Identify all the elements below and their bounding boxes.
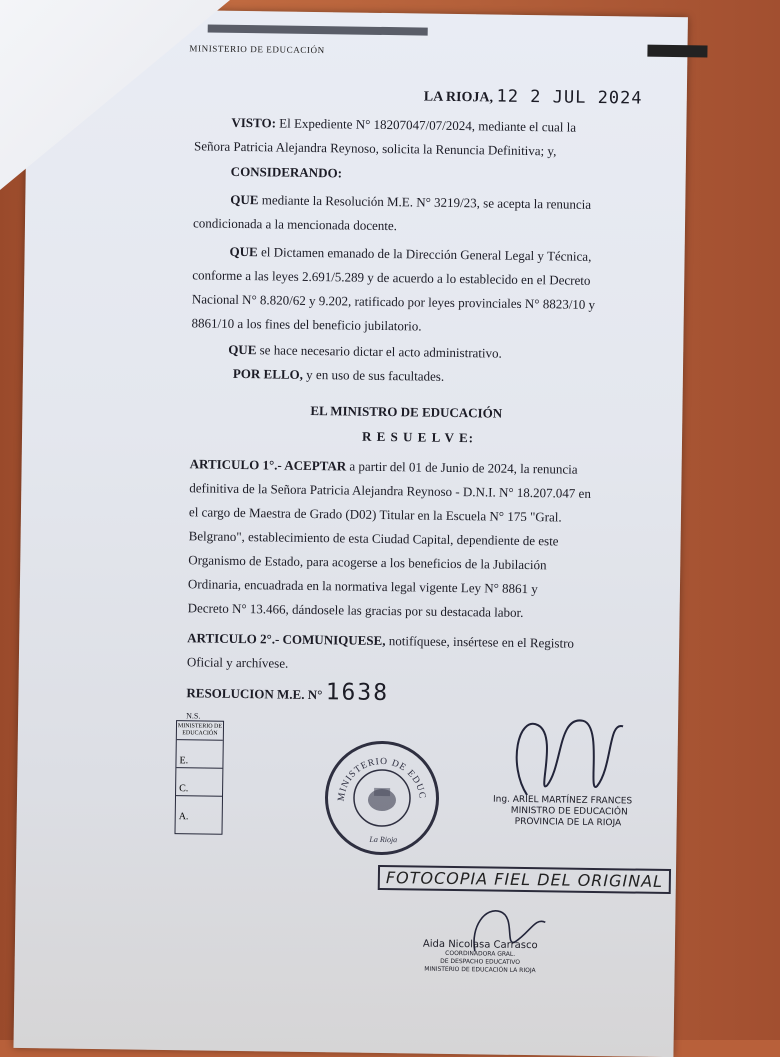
art1-line-7: Decreto N° 13.466, dándosele las gracias por su destacada labor. <box>187 600 524 620</box>
ministry-header: MINISTERIO DE EDUCACIÓN <box>189 43 325 56</box>
art1-line-3: el cargo de Maestra de Grado (D02) Titular en la Escuela N° 175 "Gral. <box>188 504 562 525</box>
que2-line-1: QUE el Dictamen emanado de la Dirección General Legal y Técnica, <box>229 243 592 264</box>
que2-line-3: Nacional N° 8.820/62 y 9.202, ratificado por leyes provinciales N° 8823/10 y <box>191 291 596 312</box>
considerando-heading: CONSIDERANDO: <box>230 163 343 181</box>
resolucion-line: RESOLUCION M.E. N° 1638 <box>186 679 390 707</box>
routing-box-header: MINISTERIO DE EDUCACIÓN <box>177 721 223 741</box>
art2-line-2: Oficial y archívese. <box>186 654 289 671</box>
fotocopia-stamp: FOTOCOPIA FIEL DEL ORIGINAL <box>378 865 671 894</box>
art1-line-2: definitiva de la Señora Patricia Alejandra Reynoso - D.N.I. N° 18.207.047 en <box>189 480 591 501</box>
minister-signature-block: Ing. ARIEL MARTÍNEZ FRANCES MINISTRO DE EDUCACIÓN PROVINCIA DE LA RIOJA <box>492 794 633 829</box>
routing-row-a: A. <box>178 811 189 823</box>
coordinator-signature-block: Aida Nicolasa Carrasco COORDINADORA GRAL. DE DESPACHO EDUCATIVO MINISTERIO DE EDUCACIÓN LA RIOJA <box>422 938 538 975</box>
ministro-heading: EL MINISTRO DE EDUCACIÓN <box>310 402 503 421</box>
porello-line: POR ELLO, y en uso de sus facultades. <box>232 365 445 384</box>
date-place: LA RIOJA, <box>423 89 494 106</box>
visto-line-1: VISTO: El Expediente N° 18207047/07/2024, mediante el cual la <box>231 114 577 135</box>
routing-row-c: C. <box>176 768 222 797</box>
art2-line-1: ARTICULO 2°.- COMUNIQUESE, notifíquese, insértese en el Registro <box>187 630 575 651</box>
resolucion-number: 1638 <box>325 679 390 707</box>
resuelve-heading: R E S U E L V E: <box>361 428 475 446</box>
date-line <box>424 86 643 109</box>
official-seal <box>324 740 440 856</box>
visto-line-2: Señora Patricia Alejandra Reynoso, solicita la Renuncia Definitiva; y, <box>193 138 557 159</box>
art1-line-1: ARTICULO 1°.- ACEPTAR a partir del 01 de Junio de 2024, la renuncia <box>189 456 578 477</box>
document-page <box>13 8 687 1057</box>
svg-text:La Rioja: La Rioja <box>369 834 398 845</box>
letterhead-bar <box>647 45 707 58</box>
art1-line-5: Organismo de Estado, para acogerse a los beneficios de la Jubilación <box>188 552 547 573</box>
que2-line-2: conforme a las leyes 2.691/5.289 y de acuerdo a lo establecido en el Decreto <box>192 267 591 288</box>
routing-box <box>174 720 224 835</box>
letterhead-stripe <box>208 25 428 36</box>
que1-line-1: QUE mediante la Resolución M.E. N° 3219/23, se acepta la renuncia <box>230 191 592 212</box>
routing-row-e: E. <box>176 740 222 769</box>
date-stamp: 12 2 JUL 2024 <box>496 86 643 109</box>
que2-line-4: 8861/10 a los fines del beneficio jubilatorio. <box>191 315 422 334</box>
ns-label: N.S. <box>186 711 201 721</box>
svg-text:MINISTERIO DE EDUCACIÓN: MINISTERIO DE EDUCACIÓN <box>336 756 427 802</box>
que3-line: QUE se hace necesario dictar el acto administrativo. <box>228 341 502 361</box>
que1-line-2: condicionada a la mencionada docente. <box>192 215 398 234</box>
art1-line-4: Belgrano", establecimiento de esta Ciudad Capital, dependiente de este <box>188 528 559 549</box>
art1-line-6: Ordinaria, encuadrada en la normativa legal vigente Ley N° 8861 y <box>187 576 538 597</box>
seal-emblem-icon <box>327 743 436 852</box>
